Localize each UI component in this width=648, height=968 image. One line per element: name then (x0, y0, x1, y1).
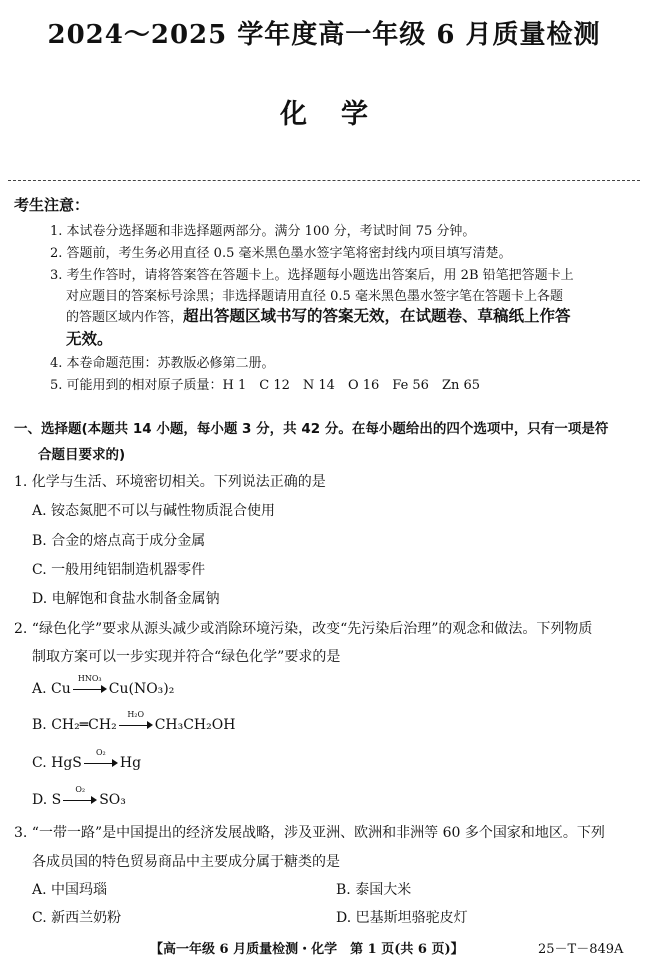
q2-b-product: CH₃CH₂OH (154, 717, 236, 733)
divider (8, 180, 640, 181)
q2-b-reactant: B. CH₂═CH₂ (32, 717, 117, 733)
notice-item-2: 2. 答题前，考生务必用直径 0.5 毫米黑色墨水签字笔将密封线内项目填写清楚。 (50, 246, 512, 261)
q2-option-b (32, 710, 236, 733)
notice-bold-warning-end: 无效。 (66, 330, 113, 348)
notice-bold-warning: 超出答题区域书写的答案无效，在试题卷、草稿纸上作答 (183, 307, 571, 325)
notice-item-3-cont: 对应题目的答案标号涂黑；非选择题请用直径 0.5 毫米黑色墨水签字笔在答题卡上各题 (66, 289, 563, 304)
q2-a-reactant: A. Cu (32, 681, 71, 697)
notice-item-4: 4. 本卷命题范围：苏教版必修第二册。 (50, 356, 275, 371)
q2-d-reactant: D. S (32, 792, 62, 808)
q1-option-a: A. 铵态氮肥不可以与碱性物质混合使用 (32, 503, 276, 519)
q2-b-condition: H₂O (127, 710, 145, 719)
notice-item-3-text: 的答题区域内作答， (66, 310, 184, 325)
q1-option-b: B. 合金的熔点高于成分金属 (32, 533, 206, 549)
q2-option-c (32, 748, 142, 771)
q2-stem-cont: 制取方案可以一步实现并符合“绿色化学”要求的是 (32, 649, 341, 665)
exam-title: 2024～2025 学年度高一年级 6 月质量检测 (47, 20, 601, 50)
section-heading: 一、选择题(本题共 14 小题，每小题 3 分，共 42 分。在每小题给出的四个选项中，只有一项是符 (14, 421, 609, 437)
q2-c-reactant: C. HgS (32, 755, 82, 771)
q3-stem: 3. “一带一路”是中国提出的经济发展战略，涉及亚洲、欧洲和非洲等 60 多个国家和地区。下列 (14, 825, 605, 841)
q2-d-condition: O₂ (75, 785, 86, 794)
page-footer: 【高一年级 6 月质量检测・化学 第 1 页(共 6 页)】 (150, 942, 464, 957)
notice-item-5: 5. 可能用到的相对原子质量：H 1 C 12 N 14 O 16 Fe 56 Zn 65 (50, 378, 481, 393)
q2-option-d (32, 785, 126, 808)
q2-c-product: Hg (119, 755, 142, 771)
reaction-arrow-icon (119, 710, 153, 730)
notice-item-1: 1. 本试卷分选择题和非选择题两部分。满分 100 分，考试时间 75 分钟。 (50, 224, 476, 239)
paper-code: 25－T－849A (538, 942, 624, 957)
q1-stem: 1. 化学与生活、环境密切相关。下列说法正确的是 (14, 474, 326, 490)
q1-option-c: C. 一般用纯铝制造机器零件 (32, 562, 206, 578)
section-heading-cont: 合题目要求的) (38, 447, 126, 463)
q3-stem-cont: 各成员国的特色贸易商品中主要成分属于糖类的是 (32, 854, 340, 870)
q2-stem: 2. “绿色化学”要求从源头减少或消除环境污染，改变“先污染后治理”的观念和做法。下列物质 (14, 621, 593, 637)
notice-item-3: 3. 考生作答时，请将答案答在答题卡上。选择题每小题选出答案后，用 2B 铅笔把答题卡上 (50, 268, 574, 283)
q2-option-a (32, 674, 175, 697)
q2-c-condition: O₂ (95, 748, 106, 757)
q2-d-product: SO₃ (99, 792, 126, 808)
q2-a-product: Cu(NO₃)₂ (108, 681, 175, 697)
q1-option-d: D. 电解饱和食盐水制备金属钠 (32, 591, 220, 607)
q2-a-condition: HNO₃ (77, 674, 102, 683)
q3-option-d: D. 巴基斯坦骆驼皮灯 (336, 910, 468, 926)
q3-option-c: C. 新西兰奶粉 (32, 910, 122, 926)
notice-heading: 考生注意： (14, 196, 90, 214)
reaction-arrow-icon (63, 785, 97, 805)
q3-option-a: A. 中国玛瑙 (32, 882, 108, 898)
reaction-arrow-icon (73, 674, 107, 694)
reaction-arrow-icon (84, 748, 118, 768)
q3-option-b: B. 泰国大米 (336, 882, 412, 898)
subject-title: 化学 (280, 99, 402, 130)
notice-item-3-end (66, 304, 571, 326)
